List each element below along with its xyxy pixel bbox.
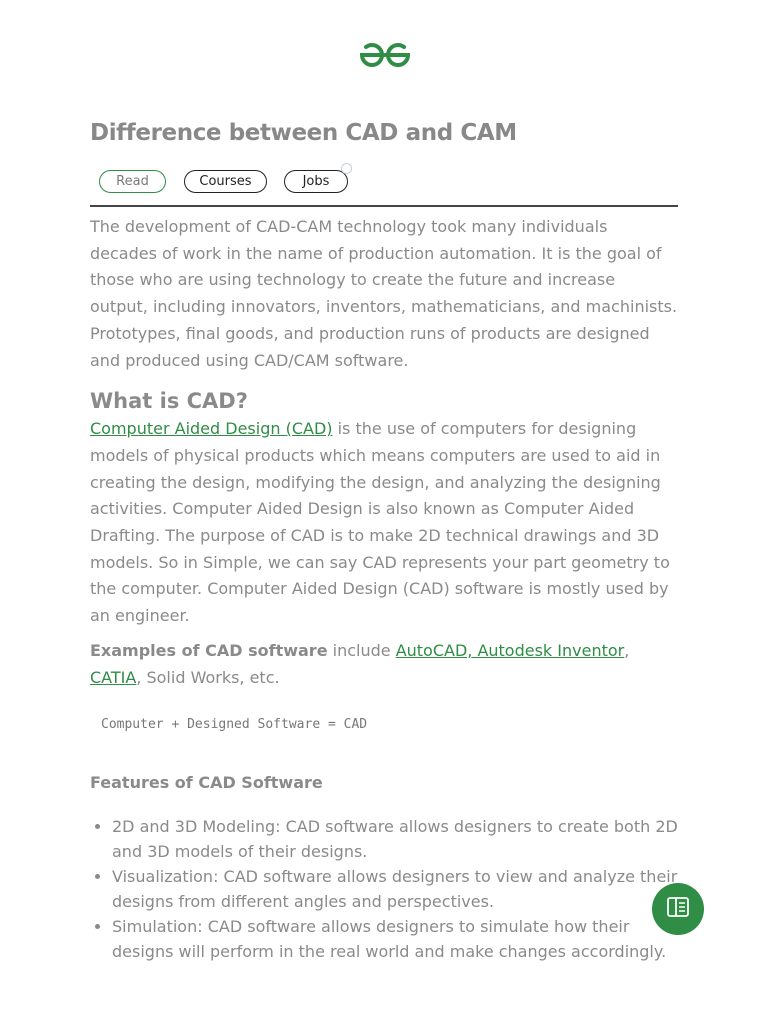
tab-jobs[interactable]: Jobs (284, 170, 348, 193)
autocad-link[interactable]: AutoCAD, Autodesk Inventor (395, 640, 625, 660)
section-heading-cad: What is CAD? (90, 389, 248, 414)
tab-read[interactable]: Read (99, 170, 166, 193)
cad-definition-text: is the use of computers for designing models of physical products which means computers are used to aid in creating the design, modifying the design, and analyzing the designing activities. Computer Aided Design is also known as Computer Aided Drafting. The purpose of CAD is to make 2D technical drawings and 3D models. So in Simple, we can say CAD represents your part geometry to the computer. Computer Aided Design (CAD) software is mostly used by an engineer. (90, 419, 670, 626)
floating-action-button[interactable] (652, 883, 704, 935)
loading-spinner-icon (341, 163, 352, 174)
examples-separator: , (624, 640, 630, 660)
examples-label: Examples of CAD software (90, 640, 328, 660)
examples-include-text: include (327, 640, 396, 660)
code-block: Computer + Designed Software = CAD (101, 717, 368, 733)
list-item: • Simulation: CAD software allows designers to simulate how their designs will perform in the real world and make changes accordingly. (112, 914, 678, 964)
cad-link[interactable]: Computer Aided Design (CAD) (90, 419, 333, 439)
book-open-icon (666, 896, 690, 922)
list-item: • 2D and 3D Modeling: CAD software allows designers to create both 2D and 3D models of their designs. (112, 814, 678, 864)
intro-paragraph: The development of CAD-CAM technology took many individuals decades of work in the name of production automation. It is the goal of those who are using technology to create the future and increase output, including innovators, inventors, mathematicians, and machinists. Prototypes, final goods, and production runs of products are designed and produced using CAD/CAM software. (90, 217, 678, 370)
catia-link[interactable]: CATIA (90, 667, 137, 687)
page-title: Difference between CAD and CAM (90, 120, 517, 146)
examples-tail-text: , Solid Works, etc. (136, 667, 280, 687)
divider (90, 205, 678, 207)
article-body (90, 214, 678, 964)
features-list (90, 814, 678, 964)
tab-courses[interactable]: Courses (184, 170, 267, 193)
features-heading: Features of CAD Software (90, 773, 323, 793)
gfg-logo-icon[interactable] (358, 40, 412, 70)
cad-examples-paragraph (90, 638, 678, 691)
list-item: • Visualization: CAD software allows designers to view and analyze their designs from different angles and perspectives. (112, 864, 678, 914)
cad-definition-paragraph (90, 416, 678, 630)
